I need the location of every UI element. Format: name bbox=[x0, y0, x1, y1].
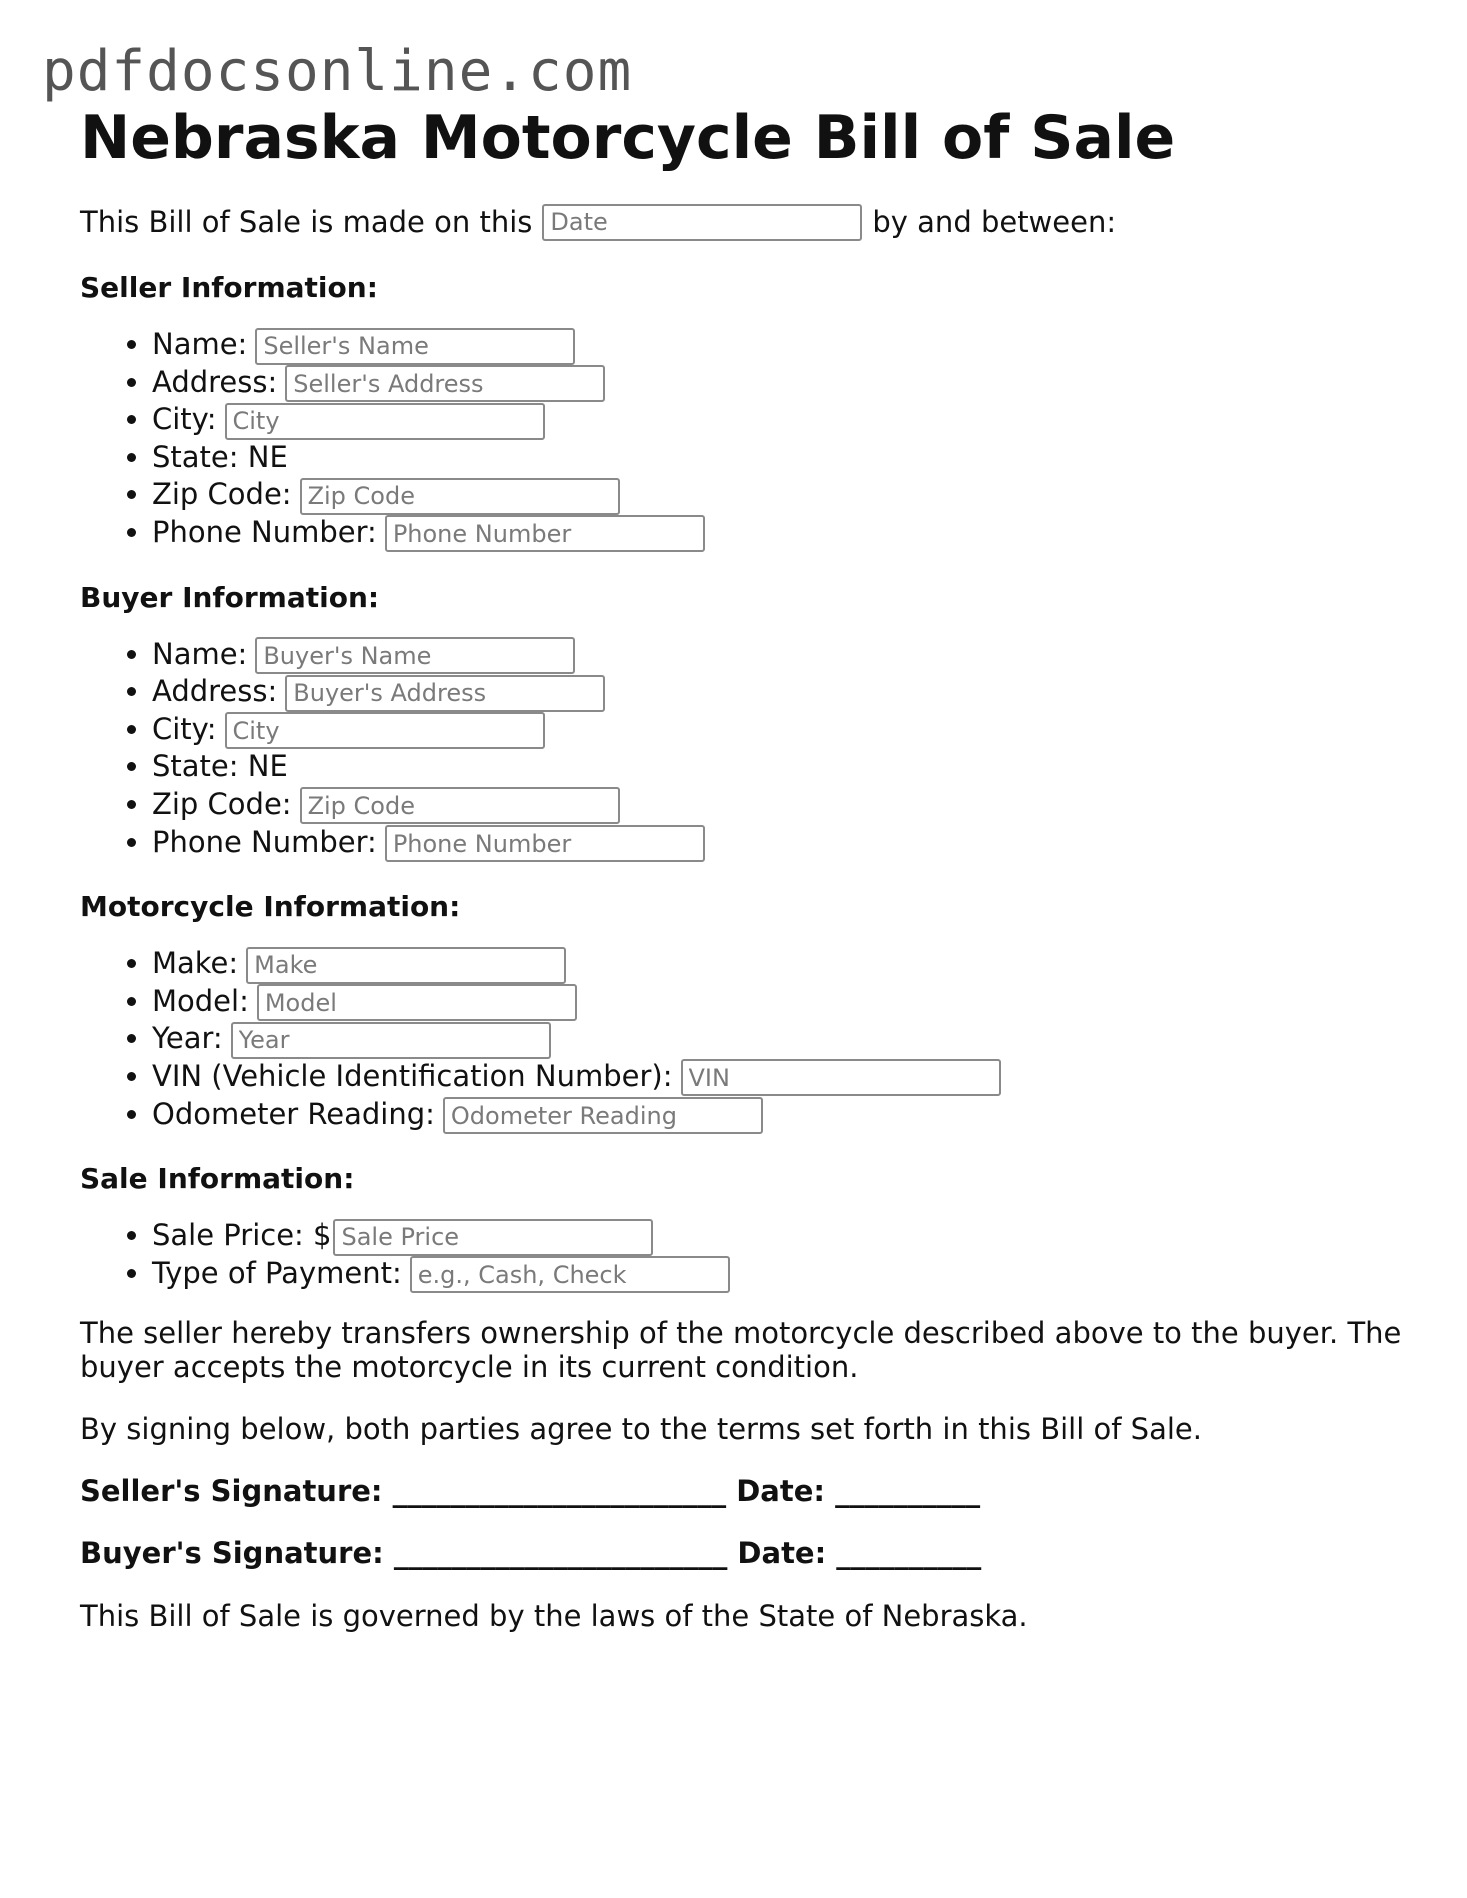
seller-signature-line: Seller's Signature: _______________________ Date: __________ bbox=[80, 1474, 981, 1509]
intro-text-before: This Bill of Sale is made on this bbox=[80, 205, 533, 239]
agreement-paragraph: By signing below, both parties agree to the terms set forth in this Bill of Sale. bbox=[80, 1412, 1202, 1447]
model-input[interactable] bbox=[257, 984, 577, 1021]
vin-input[interactable] bbox=[681, 1059, 1001, 1096]
seller-name-input[interactable] bbox=[255, 328, 575, 365]
list-item bbox=[152, 824, 1420, 862]
seller-name-label: Name: bbox=[152, 327, 248, 361]
make-input[interactable] bbox=[246, 947, 566, 984]
watermark: pdfdocsonline.com bbox=[42, 39, 633, 104]
seller-phone-input[interactable] bbox=[385, 515, 705, 552]
seller-list bbox=[80, 326, 1420, 552]
payment-type-label: Type of Payment: bbox=[152, 1255, 402, 1290]
list-item bbox=[152, 1058, 1420, 1096]
seller-heading: Seller Information: bbox=[80, 271, 378, 304]
buyer-phone-input[interactable] bbox=[385, 825, 705, 862]
buyer-name-input[interactable] bbox=[255, 637, 575, 674]
list-item bbox=[152, 1217, 1420, 1255]
list-item bbox=[152, 514, 1420, 552]
buyer-heading: Buyer Information: bbox=[80, 580, 380, 614]
seller-city-input[interactable] bbox=[225, 403, 545, 440]
sale-price-label: Sale Price: $ bbox=[152, 1218, 332, 1253]
list-item bbox=[152, 1020, 1420, 1058]
seller-zip-input[interactable] bbox=[300, 478, 620, 515]
seller-zip-label: Zip Code: bbox=[152, 477, 292, 512]
intro-line bbox=[80, 202, 1420, 242]
list-item bbox=[152, 786, 1420, 824]
sale-date-input[interactable] bbox=[542, 204, 862, 241]
list-item bbox=[152, 711, 1420, 749]
year-input[interactable] bbox=[231, 1022, 551, 1059]
transfer-paragraph: The seller hereby transfers ownership of the motorcycle described above to the buyer. The buyer accepts the motorcycle in its current condition. bbox=[80, 1316, 1402, 1385]
buyer-state-text: State: NE bbox=[152, 749, 288, 784]
payment-type-input[interactable] bbox=[410, 1256, 730, 1293]
odometer-input[interactable] bbox=[443, 1097, 763, 1134]
list-item bbox=[152, 439, 1420, 477]
sale-price-input[interactable] bbox=[333, 1219, 653, 1256]
buyer-zip-label: Zip Code: bbox=[152, 786, 292, 821]
buyer-name-label: Name: bbox=[152, 636, 248, 671]
make-label: Make: bbox=[152, 946, 239, 981]
bill-of-sale-form bbox=[80, 100, 1420, 1633]
list-item bbox=[152, 401, 1420, 439]
list-item bbox=[152, 476, 1420, 514]
buyer-city-input[interactable] bbox=[225, 712, 545, 749]
page-title: Nebraska Motorcycle Bill of Sale bbox=[80, 103, 1176, 173]
list-item bbox=[152, 945, 1420, 983]
buyer-city-label: City: bbox=[152, 711, 217, 746]
motorcycle-list bbox=[80, 945, 1420, 1133]
list-item bbox=[152, 1255, 1420, 1293]
year-label: Year: bbox=[152, 1021, 223, 1056]
list-item bbox=[152, 326, 1420, 364]
buyer-signature-line: Buyer's Signature: _______________________ Date: __________ bbox=[80, 1536, 982, 1571]
seller-state-text: State: NE bbox=[152, 439, 288, 474]
buyer-address-label: Address: bbox=[152, 674, 278, 709]
vin-label: VIN (Vehicle Identification Number): bbox=[152, 1058, 673, 1093]
list-item bbox=[152, 1096, 1420, 1134]
odometer-label: Odometer Reading: bbox=[152, 1096, 435, 1131]
list-item bbox=[152, 636, 1420, 674]
list-item bbox=[152, 673, 1420, 711]
motorcycle-heading: Motorcycle Information: bbox=[80, 890, 461, 924]
list-item bbox=[152, 983, 1420, 1021]
buyer-address-input[interactable] bbox=[285, 675, 605, 712]
buyer-zip-input[interactable] bbox=[300, 787, 620, 824]
governing-law-paragraph: This Bill of Sale is governed by the laws of the State of Nebraska. bbox=[80, 1599, 1028, 1634]
sale-list bbox=[80, 1217, 1420, 1292]
list-item bbox=[152, 364, 1420, 402]
intro-text-after: by and between: bbox=[872, 205, 1117, 239]
buyer-phone-label: Phone Number: bbox=[152, 824, 377, 859]
seller-address-input[interactable] bbox=[285, 365, 605, 402]
list-item bbox=[152, 748, 1420, 786]
seller-phone-label: Phone Number: bbox=[152, 514, 377, 549]
seller-address-label: Address: bbox=[152, 364, 278, 399]
sale-heading: Sale Information: bbox=[80, 1162, 355, 1196]
model-label: Model: bbox=[152, 983, 249, 1018]
seller-city-label: City: bbox=[152, 402, 217, 437]
buyer-list bbox=[80, 636, 1420, 862]
